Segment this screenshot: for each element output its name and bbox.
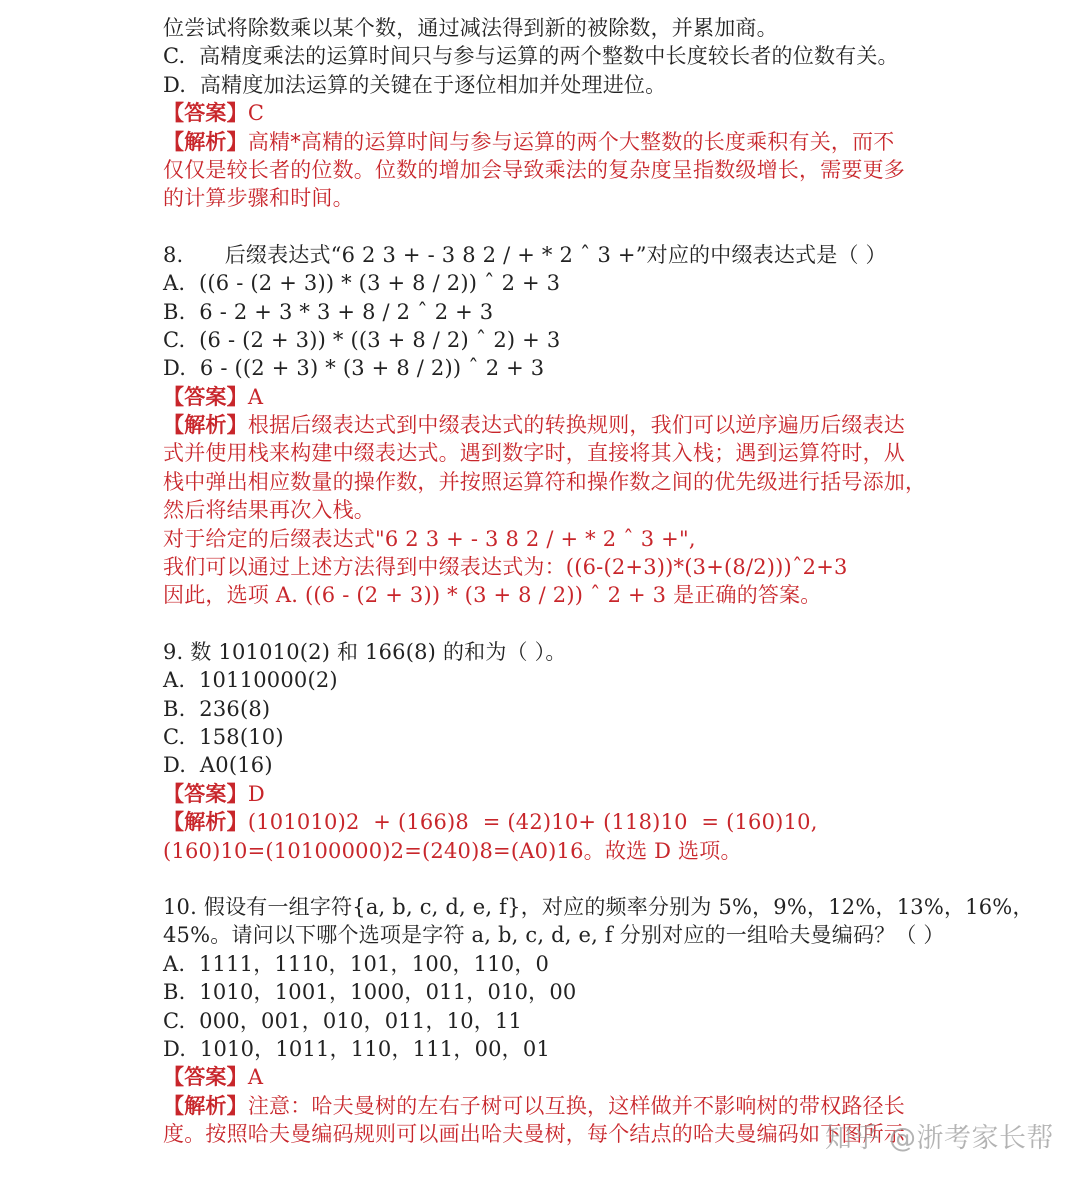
analysis-line	[163, 411, 1063, 439]
analysis-text: 式并使用栈来构建中缀表达式。遇到数字时，直接将其入栈；遇到运算符时，从	[163, 441, 905, 466]
spacer	[163, 610, 1063, 638]
analysis-text: 高精*高精的运算时间与参与运算的两个大整数的长度乘积有关，而不	[247, 129, 895, 154]
option-d: D. 高精度加法运算的关键在于逐位相加并处理进位。	[163, 72, 667, 97]
analysis-text: 的计算步骤和时间。	[163, 186, 354, 211]
option-d: D. 1010，1011，110，111，00，01	[163, 1036, 551, 1061]
answer-value: A	[247, 1065, 264, 1090]
answer-line	[163, 383, 1063, 411]
analysis-line	[163, 808, 1063, 836]
document-page	[163, 14, 1063, 1148]
analysis-tag: 【解析】	[163, 809, 248, 835]
option-c: C. 000，001，010，011，10，11	[163, 1008, 523, 1033]
option-a: A. 10110000(2)	[163, 668, 338, 693]
analysis-text: 因此，选项 A. ((6 - (2 + 3)) * (3 + 8 / 2)) ˆ 2 + 3 是正确的答案。	[163, 583, 822, 608]
option-a: A. ((6 - (2 + 3)) * (3 + 8 / 2)) ˆ 2 + 3	[163, 271, 561, 296]
answer-line	[163, 780, 1063, 808]
spacer	[163, 865, 1063, 893]
analysis-text: 仅仅是较长者的位数。位数的增加会导致乘法的复杂度呈指数级增长，需要更多	[163, 157, 905, 182]
option-d: D. 6 - ((2 + 3) * (3 + 8 / 2)) ˆ 2 + 3	[163, 356, 545, 381]
answer-line	[163, 99, 1063, 127]
text-line: 位尝试将除数乘以某个数，通过减法得到新的被除数，并累加商。	[163, 16, 778, 40]
analysis-text: 注意：哈夫曼树的左右子树可以互换，这样做并不影响树的带权路径长	[247, 1093, 906, 1118]
analysis-text: (101010)2 + (166)8 = (42)10+ (118)10 = (160)10,	[247, 810, 818, 835]
question-9-stem: 9. 数 101010(2) 和 166(8) 的和为（ ）。	[163, 639, 567, 664]
question-8-stem: 8. 后缀表达式“6 2 3 + - 3 8 2 / + * 2 ˆ 3 +”对应的中缀表达式是（ ）	[163, 242, 887, 267]
question-10-stem: 45%。请问以下哪个选项是字符 a, b, c, d, e, f 分别对应的一组哈夫曼编码？（ ）	[163, 923, 945, 948]
answer-line	[163, 1063, 1063, 1091]
analysis-text: 栈中弹出相应数量的操作数，并按照运算符和操作数之间的优先级进行括号添加，	[163, 469, 927, 494]
analysis-tag: 【解析】	[163, 128, 248, 154]
option-c: C. 高精度乘法的运算时间只与参与运算的两个整数中长度较长者的位数有关。	[163, 44, 899, 69]
option-b: B. 1010，1001，1000，011，010，00	[163, 980, 577, 1005]
answer-tag: 【答案】	[163, 383, 248, 409]
question-10-stem: 10. 假设有一组字符{a, b, c, d, e, f}，对应的频率分别为 5%，9%，12%，13%，16%，	[163, 894, 1034, 919]
analysis-tag: 【解析】	[163, 1092, 248, 1118]
analysis-text: 我们可以通过上述方法得到中缀表达式为：((6-(2+3))*(3+(8/2)))ˆ2+3	[163, 555, 848, 580]
answer-value: C	[247, 101, 265, 126]
option-d: D. A0(16)	[163, 753, 273, 778]
option-c: C. 158(10)	[163, 724, 284, 749]
option-c: C. (6 - (2 + 3)) * ((3 + 8 / 2) ˆ 2) + 3	[163, 327, 561, 352]
analysis-text: 然后将结果再次入栈。	[163, 498, 375, 523]
analysis-text: 对于给定的后缀表达式"6 2 3 + - 3 8 2 / + * 2 ˆ 3 +",	[163, 526, 696, 551]
answer-value: D	[247, 781, 265, 806]
answer-tag: 【答案】	[163, 100, 248, 126]
spacer	[163, 213, 1063, 241]
analysis-text: (160)10=(10100000)2=(240)8=(A0)16。故选 D 选项。	[163, 838, 742, 863]
answer-tag: 【答案】	[163, 1064, 248, 1090]
analysis-text: 度。按照哈夫曼编码规则可以画出哈夫曼树，每个结点的哈夫曼编码如下图所示	[163, 1122, 905, 1147]
watermark-text: 知乎 @浙考家长帮	[824, 1123, 1054, 1154]
answer-tag: 【答案】	[163, 780, 248, 806]
analysis-tag: 【解析】	[163, 412, 248, 438]
analysis-line	[163, 128, 1063, 156]
option-a: A. 1111，1110，101，100，110，0	[163, 951, 550, 976]
option-b: B. 6 - 2 + 3 * 3 + 8 / 2 ˆ 2 + 3	[163, 299, 494, 324]
analysis-text: 根据后缀表达式到中缀表达式的转换规则，我们可以逆序遍历后缀表达	[247, 413, 906, 438]
option-b: B. 236(8)	[163, 696, 271, 721]
answer-value: A	[247, 384, 264, 409]
